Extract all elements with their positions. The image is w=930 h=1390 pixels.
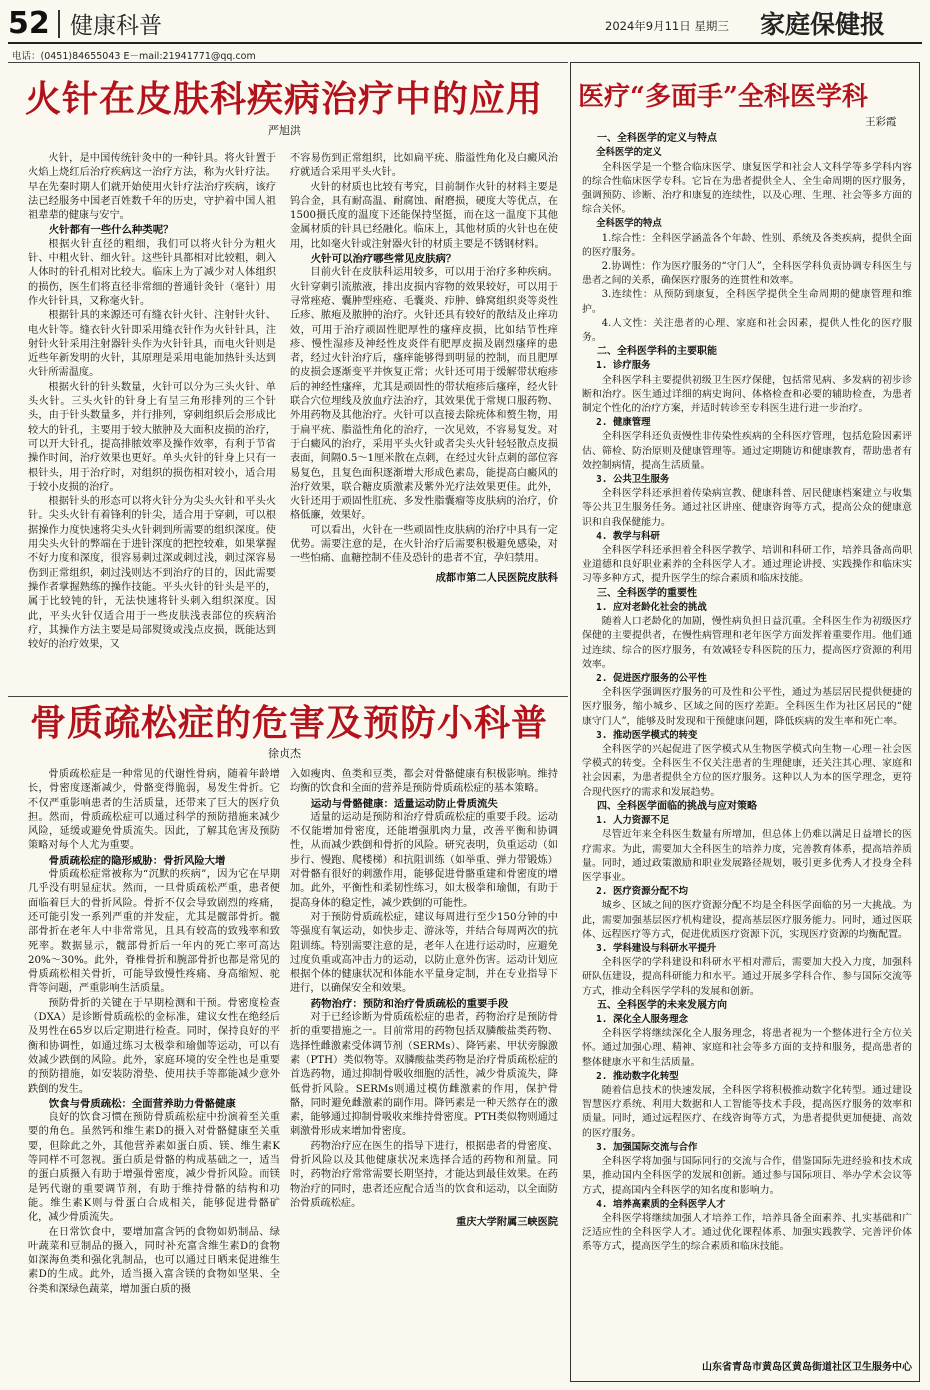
paragraph: 全科医学科还承担着全科医学教学、培训和科研工作，培养具备高尚职业道德和良好职业素养的全科医学人才。通过理论讲授、实践操作和临床实习等多种方式，提升医学生的综合素质和临床技能。 bbox=[582, 545, 912, 585]
sub-subheading: 1. 应对老龄化社会的挑战 bbox=[596, 601, 707, 613]
sub-subheading: 3. 推动医学模式的转变 bbox=[596, 729, 698, 741]
paragraph: 根据针头的形态可以将火针分为尖头火针和平头火针。尖头火针有着锋利的针尖，适合用于穿刺，可以根据操作力度快速将尖头火针刺到所需要的组织深度。使用尖头火针的弊端在于进针深度的把控较难，如果掌握不好力度和深度，很容易刺过深或刺过浅，刺过深容易伤到正常组织，刺过浅则达不到治疗的目的，因此需要操作者掌握熟练的操作技能。平头火针的针头是平的，属于比较钝的针，无法快速将针头刺入组织深度。因此，平头火针仅适合用于一些皮肤浅表部位的疾病治疗，其操作方法主要是局部熨烫或浅点皮损，既能达到较好的治疗效果，又 bbox=[28, 496, 276, 651]
subheading: 一、全科医学的定义与特点 bbox=[597, 133, 717, 144]
header-rule bbox=[8, 42, 922, 44]
paragraph: 全科医学强调医疗服务的可及性和公平性，通过为基层居民提供便捷的医疗服务，缩小城乡、区域之间的医疗差距。全科医生作为社区居民的“健康守门人”，能够及时发现和干预健康问题，降低疾病的发生率和死亡率。 bbox=[582, 687, 912, 727]
paragraph: 全科医学的学科建设和科研水平相对滞后，需要加大投入力度，加强科研队伍建设，提高科研能力和水平。通过开展多学科合作、参与国际交流等方式，推动全科医学学科的发展和创新。 bbox=[582, 957, 912, 997]
article-column bbox=[28, 768, 280, 1380]
section-title: 健康科普 bbox=[70, 13, 162, 39]
paragraph: 随着人口老龄化的加剧，慢性病负担日益沉重。全科医生作为初级医疗保健的主要提供者，在慢性病管理和老年医学方面发挥着重要作用。他们通过连续、综合的医疗服务，有效减轻专科医院的压力，提高医疗资源的利用效率。 bbox=[582, 616, 912, 670]
subheading: 饮食与骨质疏松：全面营养助力骨骼健康 bbox=[48, 1097, 236, 1110]
article-title: 医疗“多面手”全科医学科 bbox=[578, 82, 868, 112]
paragraph: 适量的运动是预防和治疗骨质疏松症的重要手段。运动不仅能增加骨密度，还能增强肌肉力量，改善平衡和协调性，从而减少跌倒和骨折的风险。研究表明，负重运动（如步行、慢跑、爬楼梯）和抗阻训练（如举重、弹力带锻炼）对骨骼有很好的刺激作用，能够促进骨骼重建和骨密度的增加。此外，平衡性和柔韧性练习，如太极拳和瑜伽，有助于提高身体的稳定性，减少跌倒的可能性。 bbox=[290, 811, 558, 909]
paragraph: 骨质疏松症是一种常见的代谢性骨病，随着年龄增长，骨密度逐渐减少，骨骼变得脆弱，易发生骨折。它不仅严重影响患者的生活质量，还带来了巨大的医疗负担。然而，骨质疏松症可以通过科学的预防措施来减少风险，延缓或避免骨质流失。因此，了解其危害及预防策略对每个人尤为重要。 bbox=[28, 769, 280, 852]
subheading: 五、全科医学的未来发展方向 bbox=[597, 999, 727, 1011]
article-affiliation: 山东省青岛市黄岛区黄岛街道社区卫生服务中心 bbox=[702, 1362, 912, 1373]
paragraph: 不容易伤到正常组织，比如扁平疣、脂溢性角化及白癜风治疗就适合采用平头火针。 bbox=[290, 153, 558, 179]
subheading: 二、全科医学科的主要职能 bbox=[597, 346, 717, 358]
paragraph: 随着信息技术的快速发展，全科医学将积极推动数字化转型。通过建设智慧医疗系统、利用大数据和人工智能等技术手段，提高医疗服务的效率和质量。同时，通过远程医疗、在线咨询等方式，为患者提供更加便捷、高效的医疗服务。 bbox=[582, 1085, 912, 1139]
sub-subheading: 4. 培养高素质的全科医学人才 bbox=[596, 1198, 726, 1210]
paragraph: 尽管近年来全科医生数量有所增加，但总体上仍难以满足日益增长的医疗需求。为此，需要加大全科医生的培养力度，完善教育体系，提高培养质量。同时，通过政策激励和职业发展路径规划，吸引更多优秀人才投身全科医学事业。 bbox=[582, 829, 912, 883]
issue-date: 2024年9月11日 星期三 bbox=[605, 19, 729, 33]
sub-subheading: 1. 诊疗服务 bbox=[596, 360, 651, 372]
article-divider bbox=[8, 696, 568, 697]
sub-subheading: 2. 医疗资源分配不均 bbox=[596, 886, 689, 898]
contact-info: 电话：(0451)84655043 E－mail:21941771@qq.com bbox=[12, 51, 256, 62]
paragraph: 城乡、区域之间的医疗资源分配不均是全科医学面临的另一大挑战。为此，需要加强基层医疗机构建设，提高基层医疗服务能力。同时，通过医联体、远程医疗等方式，促进优质医疗资源下沉，实现医疗资源的均衡配置。 bbox=[582, 900, 912, 940]
sub-subheading: 1. 深化全人服务理念 bbox=[596, 1014, 689, 1026]
subheading: 四、全科医学面临的挑战与应对策略 bbox=[597, 800, 757, 812]
paragraph: 全科医学是一个整合临床医学、康复医学和社会人文科学等多学科内容的综合性临床医学专科。它旨在为患者提供全人、全生命周期的医疗服务，强调预防、诊断、治疗和康复的连续性，以及心理、生理、社会等多方面的综合关怀。 bbox=[582, 161, 912, 216]
subheading: 火针可以治疗哪些常见皮肤病？ bbox=[310, 253, 457, 266]
paragraph: 2.协调性：作为医疗服务的“守门人”，全科医学科负责协调专科医生与患者之间的关系，确保医疗服务的连贯性和效率。 bbox=[582, 260, 912, 287]
paragraph: 全科医学的兴起促进了医学模式从生物医学模式向生物－心理－社会医学模式的转变。全科医生不仅关注患者的生理健康，还关注其心理、家庭和社会因素，为患者提供全方位的医疗服务。这种以人为本的医学理念，更符合现代医疗的需求和发展趋势。 bbox=[582, 744, 912, 798]
paragraph: 对于预防骨质疏松症，建议每周进行至少150分钟的中等强度有氧运动，如快步走、游泳等，并结合每周两次的抗阻训练。特别需要注意的是，老年人在进行运动时，应避免过度负重或高冲击力的运动，以防止意外伤害。运动计划应根据个体的健康状况和体能水平量身定制，并在专业指导下进行，以确保安全和效果。 bbox=[290, 911, 558, 995]
article-title: 火针在皮肤科疾病治疗中的应用 bbox=[25, 78, 544, 120]
article-column bbox=[28, 152, 276, 690]
article-column bbox=[582, 132, 912, 1357]
article-author: 王彩霞 bbox=[865, 116, 897, 128]
sub-subheading: 3. 学科建设与科研水平提升 bbox=[596, 942, 717, 954]
article-column bbox=[290, 152, 558, 690]
paragraph: 全科医学科还负责慢性非传染性疾病的全科医疗管理，包括危险因素评估、筛检、防治原则及健康管理等。通过定期随访和健康教育，帮助患者有效控制病情，提高生活质量。 bbox=[582, 431, 912, 471]
sub-subheading: 全科医学的定义 bbox=[596, 147, 662, 159]
subheading: 运动与骨骼健康：适量运动防止骨质流失 bbox=[310, 797, 498, 810]
subheading: 骨质疏松症的隐形威胁：骨折风险大增 bbox=[48, 854, 226, 867]
paragraph: 全科医学科主要提供初级卫生医疗保健，包括常见病、多发病的初步诊断和治疗。医生通过详细的病史询问、体格检查和必要的辅助检查，为患者制定个性化的治疗方案，并适时转诊至专科医生进行进一步治疗。 bbox=[582, 374, 912, 415]
paragraph: 可以看出，火针在一些顽固性皮肤病的治疗中具有一定优势。需要注意的是，在火针治疗后需要积极避免感染，对一些怕痛、血糖控制不佳及恐针的患者不宜，孕妇禁用。 bbox=[290, 524, 558, 565]
article-affiliation: 重庆大学附属三峡医院 bbox=[456, 1216, 558, 1229]
sub-subheading: 2. 健康管理 bbox=[596, 417, 651, 429]
sub-subheading: 4. 教学与科研 bbox=[596, 530, 660, 542]
paragraph: 1.综合性：全科医学涵盖各个年龄、性别、系统及各类疾病，提供全面的医疗服务。 bbox=[582, 232, 912, 258]
article-affiliation: 成都市第二人民医院皮肤科 bbox=[435, 571, 558, 584]
paragraph: 根据火针的针头数量，火针可以分为三头火针、单头火针。三头火针的针身上有呈三角形排列的三个针头，由于针头数量多，并行排列，穿刺组织后会形成比较大的针孔，主要用于较大脓肿及大面积皮损的治疗，可以开大针孔，提高排脓效率及操作效率，有利于节省操作时间，治疗效果也更好。单头火针的针身上只有一根针头，用于治疗时，对组织的损伤相对较小，适合用于较小皮损的治疗。 bbox=[28, 381, 276, 493]
article-author: 严旭洪 bbox=[268, 124, 301, 137]
paragraph: 目前火针在皮肤科运用较多，可以用于治疗多种疾病。火针穿刺引流脓液，排出皮损内容物的效果较好，可以用于寻常痤疮、囊肿型痤疮、毛囊炎、疖肿、蜂窝组织炎等炎性丘疹、脓疱及脓肿的治疗。火针还具有较好的散结及止痒功效，可用于治疗顽固性肥厚性的瘙痒皮损，比如结节性痒疹、慢性湿疹及神经性皮炎伴有肥厚皮损及剧烈瘙痒的患者，经过火针治疗后，瘙痒能够得到明显的控制，而且肥厚的皮损会逐渐变平并恢复正常；火针还可用于缓解带状疱疹后的神经性瘙痒，尤其是顽固性的带状疱疹后瘙痒，经火针联合穴位埋线及放血疗法治疗，其效果优于常规口服药物、外用药物及其他治疗。火针可以直接去除疣体和赘生物，用于扁平疣、脂溢性角化的治疗，一次见效，不容易复发。对于白癜风的治疗，采用平头火针或者尖头火针轻轻散点皮损表面，间隔0.5～1厘米散在点刺，在经过火针点刺的部位容易复色，且复色面积逐渐增大形成色素岛，能提高白癜风的治疗效果，联合糖皮质激素及紫外光疗法效果更佳。此外，火针还用于顽固性肛疣、多发性脂囊瘤等皮肤病的治疗，价格低廉，效果好。 bbox=[290, 267, 558, 522]
paragraph: 全科医学科还承担着传染病宣教、健康科普、居民健康档案建立与收集等公共卫生服务任务。通过社区讲座、健康咨询等方式，提高公众的健康意识和自我保健能力。 bbox=[582, 488, 912, 528]
paragraph: 根据针具的来源还可有缝衣针火针、注射针火针、电火针等。缝衣针火针即采用缝衣针作为火针针具，注射针火针采用注射器针头作为火针针具，而电火针则是近些年新发明的火针，其原理是采用电能加热针头达到火针所需温度。 bbox=[28, 310, 276, 379]
paragraph: 根据火针直径的粗细，我们可以将火针分为粗火针、中粗火针、细火针。这些针具都相对比较粗，刺入人体时的针孔相对比较大。临床上为了减少对人体组织的损伤，医生们将直径非常细的普通针灸针（毫针）用作火针针具，又称毫火针。 bbox=[28, 238, 276, 307]
newspaper-name: 家庭保健报 bbox=[760, 10, 886, 39]
paragraph: 入如瘦肉、鱼类和豆类，都会对骨骼健康有积极影响。维持均衡的饮食和全面的营养是预防骨质疏松症的基本策略。 bbox=[290, 769, 558, 795]
sub-subheading: 1. 人力资源不足 bbox=[596, 815, 670, 827]
sub-subheading: 2. 推动数字化转型 bbox=[596, 1070, 679, 1082]
paragraph: 火针的材质也比较有考究，目前制作火针的材料主要是钨合金，具有耐高温、耐腐蚀、耐磨损，硬度大等优点，在1500摄氏度的温度下还能保持坚挺，而在这一温度下其他金属材质的针具已经融化。临床上，其他材质的火针也在使用，比如毫火针或注射器火针的材质主要是不锈钢材料。 bbox=[290, 181, 558, 250]
article-title: 骨质疏松症的危害及预防小科普 bbox=[30, 702, 549, 744]
paragraph: 良好的饮食习惯在预防骨质疏松症中扮演着至关重要的角色。虽然钙和维生素D的摄入对骨骼健康至关重要，但除此之外，其他营养素如蛋白质、镁、维生素K等同样不可忽视。蛋白质是骨骼的构成基础之一，适当的蛋白质摄入有助于增强骨密度，减少骨折风险。而镁是钙代谢的重要调节剂，有助于维持骨骼的结构和功能。维生素K则与骨蛋白合成相关，能够促进骨骼矿化，减少骨质流失。 bbox=[28, 1112, 280, 1224]
article-column bbox=[290, 768, 558, 1380]
paragraph: 全科医学将继续加强人才培养工作，培养具备全面素养、扎实基础和广泛适应性的全科医学人才。通过优化课程体系、加强实践教学、完善评价体系等方式，提高医学生的综合素质和临床技能。 bbox=[582, 1212, 912, 1253]
article-author: 徐贞杰 bbox=[268, 747, 301, 760]
sub-subheading: 全科医学的特点 bbox=[596, 218, 662, 230]
paragraph: 在日常饮食中，要增加富含钙的食物如奶制品、绿叶蔬菜和豆制品的摄入，同时补充富含维生素D的食物如深海鱼类和强化乳制品，也可以通过日晒来促进维生素D的生成。此外，适当摄入富含镁的食物如坚果、全谷类和深绿色蔬菜，增加蛋白质的摄 bbox=[28, 1226, 280, 1295]
paragraph: 全科医学将继续深化全人服务理念，将患者视为一个整体进行全方位关怀。通过加强心理、精神、家庭和社会等多方面的支持和服务，提高患者的整体健康水平和生活质量。 bbox=[582, 1028, 912, 1068]
paragraph: 火针，是中国传统针灸中的一种针具。将火针置于火焰上烧红后治疗疾病这一治疗方法，称为火针疗法。早在先秦时期人们就开始使用火针疗法治疗疾病，该疗法已经服务中国老百姓数千年的历史，守护着中国人祖祖辈辈的健康与安宁。 bbox=[28, 153, 276, 222]
paragraph: 3.连续性：从预防到康复，全科医学提供全生命周期的健康管理和维护。 bbox=[582, 289, 912, 315]
sub-subheading: 2. 促进医疗服务的公平性 bbox=[596, 673, 707, 684]
paragraph: 药物治疗应在医生的指导下进行，根据患者的骨密度、骨折风险以及其他健康状况来选择合适的药物和剂量。同时，药物治疗常常需要长期坚持，才能达到最佳效果。在药物治疗的同时，患者还应配合适当的饮食和运动，以全面防治骨质疏松症。 bbox=[290, 1140, 558, 1209]
paragraph: 4.人文性：关注患者的心理、家庭和社会因素，提供人性化的医疗服务。 bbox=[582, 317, 912, 343]
page-number: 52 bbox=[8, 6, 50, 41]
article-divider bbox=[8, 62, 568, 63]
paragraph: 预防骨折的关键在于早期检测和干预。骨密度检查（DXA）是诊断骨质疏松的金标准，建议女性在绝经后及男性在65岁以后定期进行检查。同时，保持良好的平衡和协调性，如通过练习太极拳和瑜伽等运动，可以有效减少跌倒的风险。此外，家庭环境的安全性也是重要的预防措施，如安装防滑垫、使用扶手等都能减少意外跌倒的发生。 bbox=[28, 997, 280, 1095]
sub-subheading: 3. 公共卫生服务 bbox=[596, 474, 670, 486]
paragraph: 对于已经诊断为骨质疏松症的患者，药物治疗是预防骨折的重要措施之一。目前常用的药物包括双膦酸盐类药物、选择性雌激素受体调节剂（SERMs）、降钙素、甲状旁腺激素（PTH）类似物等。双膦酸盐类药物是治疗骨质疏松症的首选药物，通过抑制骨吸收细胞的活性，减少骨质流失，降低骨折风险。SERMs则通过模仿雌激素的作用，保护骨骼，同时避免雌激素的副作用。降钙素是一种天然存在的激素，能够通过抑制骨吸收来维持骨密度。PTH类似物则通过刺激骨形成来增加骨密度。 bbox=[290, 1012, 558, 1138]
subheading: 药物治疗：预防和治疗骨质疏松的重要手段 bbox=[310, 997, 509, 1010]
subheading: 三、全科医学的重要性 bbox=[597, 587, 697, 599]
paragraph: 全科医学将加强与国际同行的交流与合作，借鉴国际先进经验和技术成果，推动国内全科医学的发展和创新。通过参与国际项目、举办学术会议等方式，提高国内全科医学的知名度和影响力。 bbox=[582, 1156, 912, 1196]
sub-subheading: 3. 加强国际交流与合作 bbox=[596, 1141, 698, 1153]
header-divider bbox=[58, 10, 60, 38]
subheading: 火针都有一些什么种类呢？ bbox=[48, 224, 174, 237]
paragraph: 骨质疏松症常被称为“沉默的疾病”，因为它在早期几乎没有明显症状。然而，一旦骨质疏松严重，患者便面临着巨大的骨折风险。骨折不仅会导致剧烈的疼痛，还可能引发一系列严重的并发症，尤其是髋部骨折。髋部骨折在老年人中非常常见，且具有较高的致残率和致死率。数据显示，髋部骨折后一年内的死亡率可高达20%～30%。此外，脊椎骨折和腕部骨折也都是常见的骨质疏松相关骨折，可能导致慢性疼痛、身高缩短、驼背等问题，严重影响生活质量。 bbox=[28, 869, 280, 995]
